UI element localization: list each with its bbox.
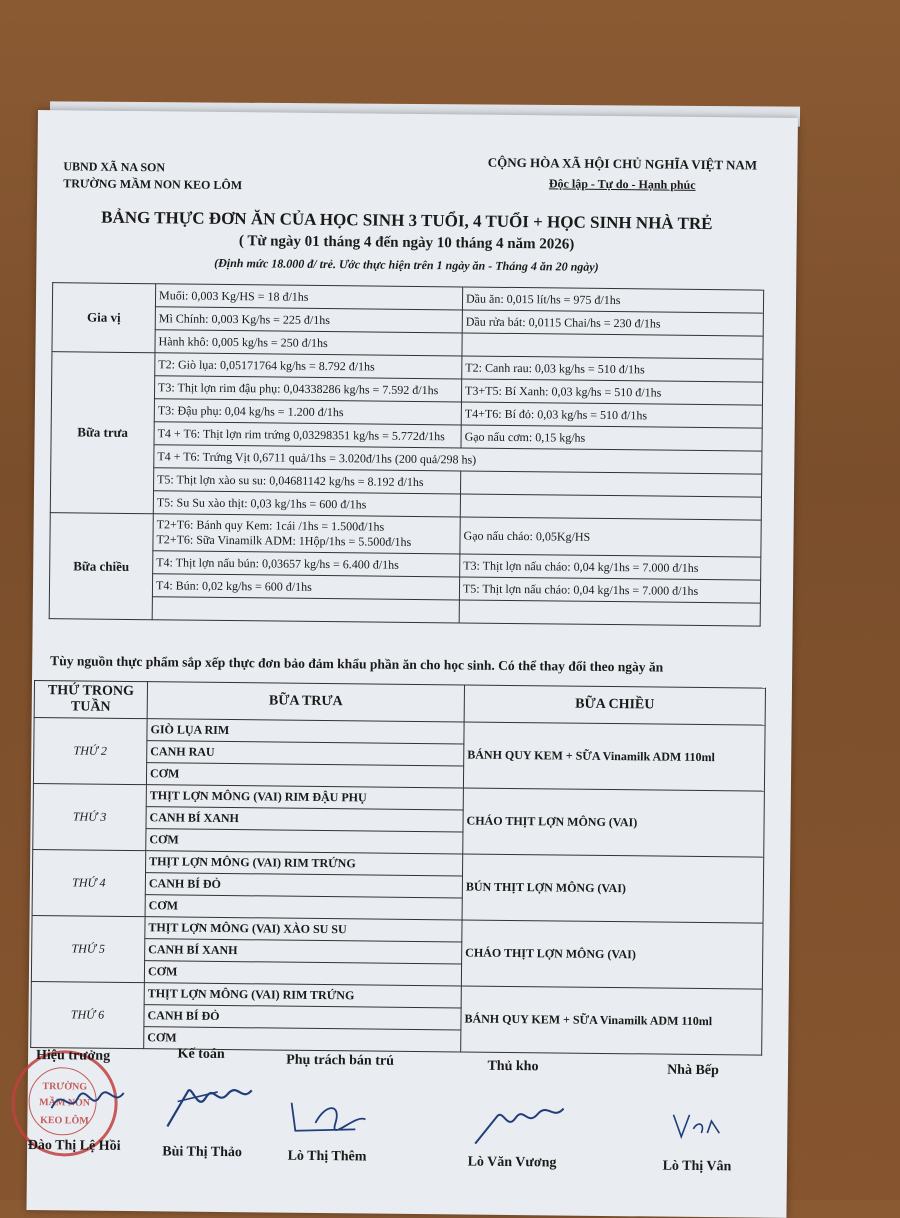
afternoon-meal: CHÁO THỊT LỢN MÔNG (VAI) [463,788,765,857]
col-header-afternoon: BỮA CHIỀU [464,685,765,725]
signature-name: Lò Thị Thêm [287,1148,367,1165]
signature-role: Kế toán [177,1046,225,1063]
stamp-text: KEO LÔM [40,1115,89,1127]
storekeeper-signature-scrawl [467,1100,568,1151]
table-cell: T4: Thịt lợn nấu bún: 0,03657 kg/hs = 6.400 đ/1hs [153,551,460,577]
title-line-1: BẢNG THỰC ĐƠN ĂN CỦA HỌC SINH 3 TUỔI, 4 TUỔI + HỌC SINH NHÀ TRẺ [101,207,713,234]
signature-role: Phụ trách bán trú [286,1052,394,1069]
lunch-item: CƠM [144,961,461,986]
day-cell: THỨ 3 [33,783,147,850]
title-line-2: ( Từ ngày 01 tháng 4 đến ngày 10 tháng 4 năm 2026) [238,233,575,253]
organization-header [63,158,242,194]
title-line-3: (Định mức 18.000 đ/ trẻ. Ước thực hiện trên 1 ngày ăn - Tháng 4 ăn 20 ngày) [214,255,599,274]
cell-line: T2+T6: Sữa Vinamilk ADM: 1Hộp/1hs = 5.500đ/1hs [156,532,412,549]
day-cell: THỨ 4 [32,849,146,916]
accountant-signature-scrawl [157,1071,258,1132]
lunch-item: THỊT LỢN MÔNG (VAI) RIM ĐẬU PHỤ [146,785,463,810]
table-cell: T3+T5: Bí Xanh: 0,03 kg/hs = 510 đ/1hs [461,379,762,405]
table-cell: T5: Thịt lợn xào su su: 0,04681142 kg/hs = 8.192 đ/1hs [154,468,461,494]
menu-note: Tùy nguồn thực phẩm sắp xếp thực đơn bảo đảm khẩu phần ăn cho học sinh. Có thể thay đổi theo ngày ăn [50,653,664,675]
signature-name: Lò Thị Vân [662,1158,732,1175]
col-header-day: THỨ TRONG TUẦN [34,680,147,718]
cell-line: T2+T6: Bánh quy Kem: 1cái /1hs = 1.500đ/1hs [156,517,385,534]
lunch-item: GIÒ LỤA RIM [147,719,464,744]
table-cell: T5: Su Su xào thịt: 0,03 kg/1hs = 600 đ/1hs [153,491,460,517]
category-bua-trua: Bữa trưa [50,352,155,514]
table-cell: Hành khô: 0,005 kg/hs = 250 đ/1hs [155,330,462,356]
lunch-item: CƠM [146,829,463,854]
table-cell [462,333,763,359]
org-line-1: UBND XÃ NA SON [63,159,166,175]
kitchen-signature-scrawl [667,1107,727,1148]
day-cell: THỨ 6 [31,981,145,1048]
lunch-item: CANH BÍ XANH [145,939,462,964]
signature-role: Nhà Bếp [667,1062,719,1079]
signature-role: Thủ kho [487,1058,539,1075]
national-header [477,153,767,196]
table-cell: T5: Thịt lợn nấu cháo: 0,04 kg/1hs = 7.000 đ/1hs [459,577,760,603]
signature-name: Đào Thị Lệ Hồi [27,1137,121,1154]
table-cell [461,471,762,497]
day-cell: THỨ 5 [31,915,145,982]
signature-name: Bùi Thị Thảo [162,1144,242,1161]
table-cell [153,514,460,554]
lunch-item: CƠM [144,1027,461,1052]
table-cell: Gạo nấu cơm: 0,15 kg/hs [461,425,762,451]
table-cell: T4 + T6: Trứng Vịt 0,6711 quả/1hs = 3.020đ/1hs (200 quả/298 hs) [154,445,762,474]
semi-boarding-signature-scrawl [285,1093,375,1139]
norms-table [49,282,764,626]
table-cell: Gạo nấu cháo: 0,05Kg/HS [460,517,761,557]
lunch-item: THỊT LỢN MÔNG (VAI) RIM TRỨNG [146,851,463,876]
lunch-item: CANH BÍ XANH [146,807,463,832]
table-cell: Mì Chính: 0,003 Kg/hs = 225 đ/1hs [155,307,462,333]
col-header-lunch: BỮA TRƯA [147,682,464,722]
org-line-2: TRƯỜNG MẦM NON KEO LÔM [63,176,243,193]
lunch-item: CƠM [145,895,462,920]
afternoon-meal: BÁNH QUY KEM + SỮA Vinamilk ADM 110ml [461,986,763,1055]
table-cell [459,600,760,626]
afternoon-meal: CHÁO THỊT LỢN MÔNG (VAI) [461,920,763,989]
table-cell [152,597,459,623]
lunch-item: CƠM [146,763,463,788]
stamp-text: MẦM NON [39,1097,91,1109]
table-cell: Muối: 0,003 Kg/HS = 18 đ/1hs [155,284,462,310]
table-cell: Dầu rửa bát: 0,0115 Chai/hs = 230 đ/1hs [462,310,763,336]
category-bua-chieu: Bữa chiều [49,513,153,620]
afternoon-meal: BÚN THỊT LỢN MÔNG (VAI) [462,854,764,923]
lunch-item: CANH BÍ ĐỎ [145,873,462,898]
category-gia-vi: Gia vị [52,283,156,353]
document-title [56,206,757,279]
table-cell [460,494,761,520]
signature-name: Lò Văn Vương [467,1154,557,1171]
document-page [26,110,797,1218]
lunch-item: CANH RAU [147,741,464,766]
weekly-menu-table [30,680,766,1056]
table-cell: T4+T6: Bí đỏ: 0,03 kg/hs = 510 đ/1hs [461,402,762,428]
table-cell: Dầu ăn: 0,015 lít/hs = 975 đ/1hs [462,287,763,313]
table-cell: T3: Thịt lợn rim đậu phụ: 0,04338286 kg/hs = 7.592 đ/1hs [154,376,461,402]
table-cell: T2: Canh rau: 0,03 kg/hs = 510 đ/1hs [462,356,763,382]
table-cell: T3: Đậu phụ: 0,04 kg/hs = 1.200 đ/1hs [154,399,461,425]
lunch-item: THỊT LỢN MÔNG (VAI) RIM TRỨNG [144,983,461,1008]
nation-motto: Độc lập - Tự do - Hạnh phúc [548,176,696,192]
table-cell: T4 + T6: Thịt lợn rim trứng 0,03298351 kg/hs = 5.772đ/1hs [154,422,461,448]
signature-role: Hiệu trưởng [35,1048,111,1064]
day-cell: THỨ 2 [33,717,147,784]
stamp-text: TRƯỜNG [42,1081,88,1093]
menu-body [31,717,765,1055]
nation-line-1: CỘNG HÒA XÃ HỘI CHỦ NGHĨA VIỆT NAM [487,154,758,173]
table-cell: T2: Giò lụa: 0,05171764 kg/hs = 8.792 đ/1hs [155,353,462,379]
lunch-item: CANH BÍ ĐỎ [144,1005,461,1030]
principal-signature-scrawl [47,1080,127,1121]
table-cell: T3: Thịt lợn nấu cháo: 0,04 kg/1hs = 7.000 đ/1hs [460,554,761,580]
table-cell: T4: Bún: 0,02 kg/hs = 600 đ/1hs [152,574,459,600]
lunch-item: THỊT LỢN MÔNG (VAI) XÀO SU SU [145,917,462,942]
afternoon-meal: BÁNH QUY KEM + SỮA Vinamilk ADM 110ml [463,722,765,791]
